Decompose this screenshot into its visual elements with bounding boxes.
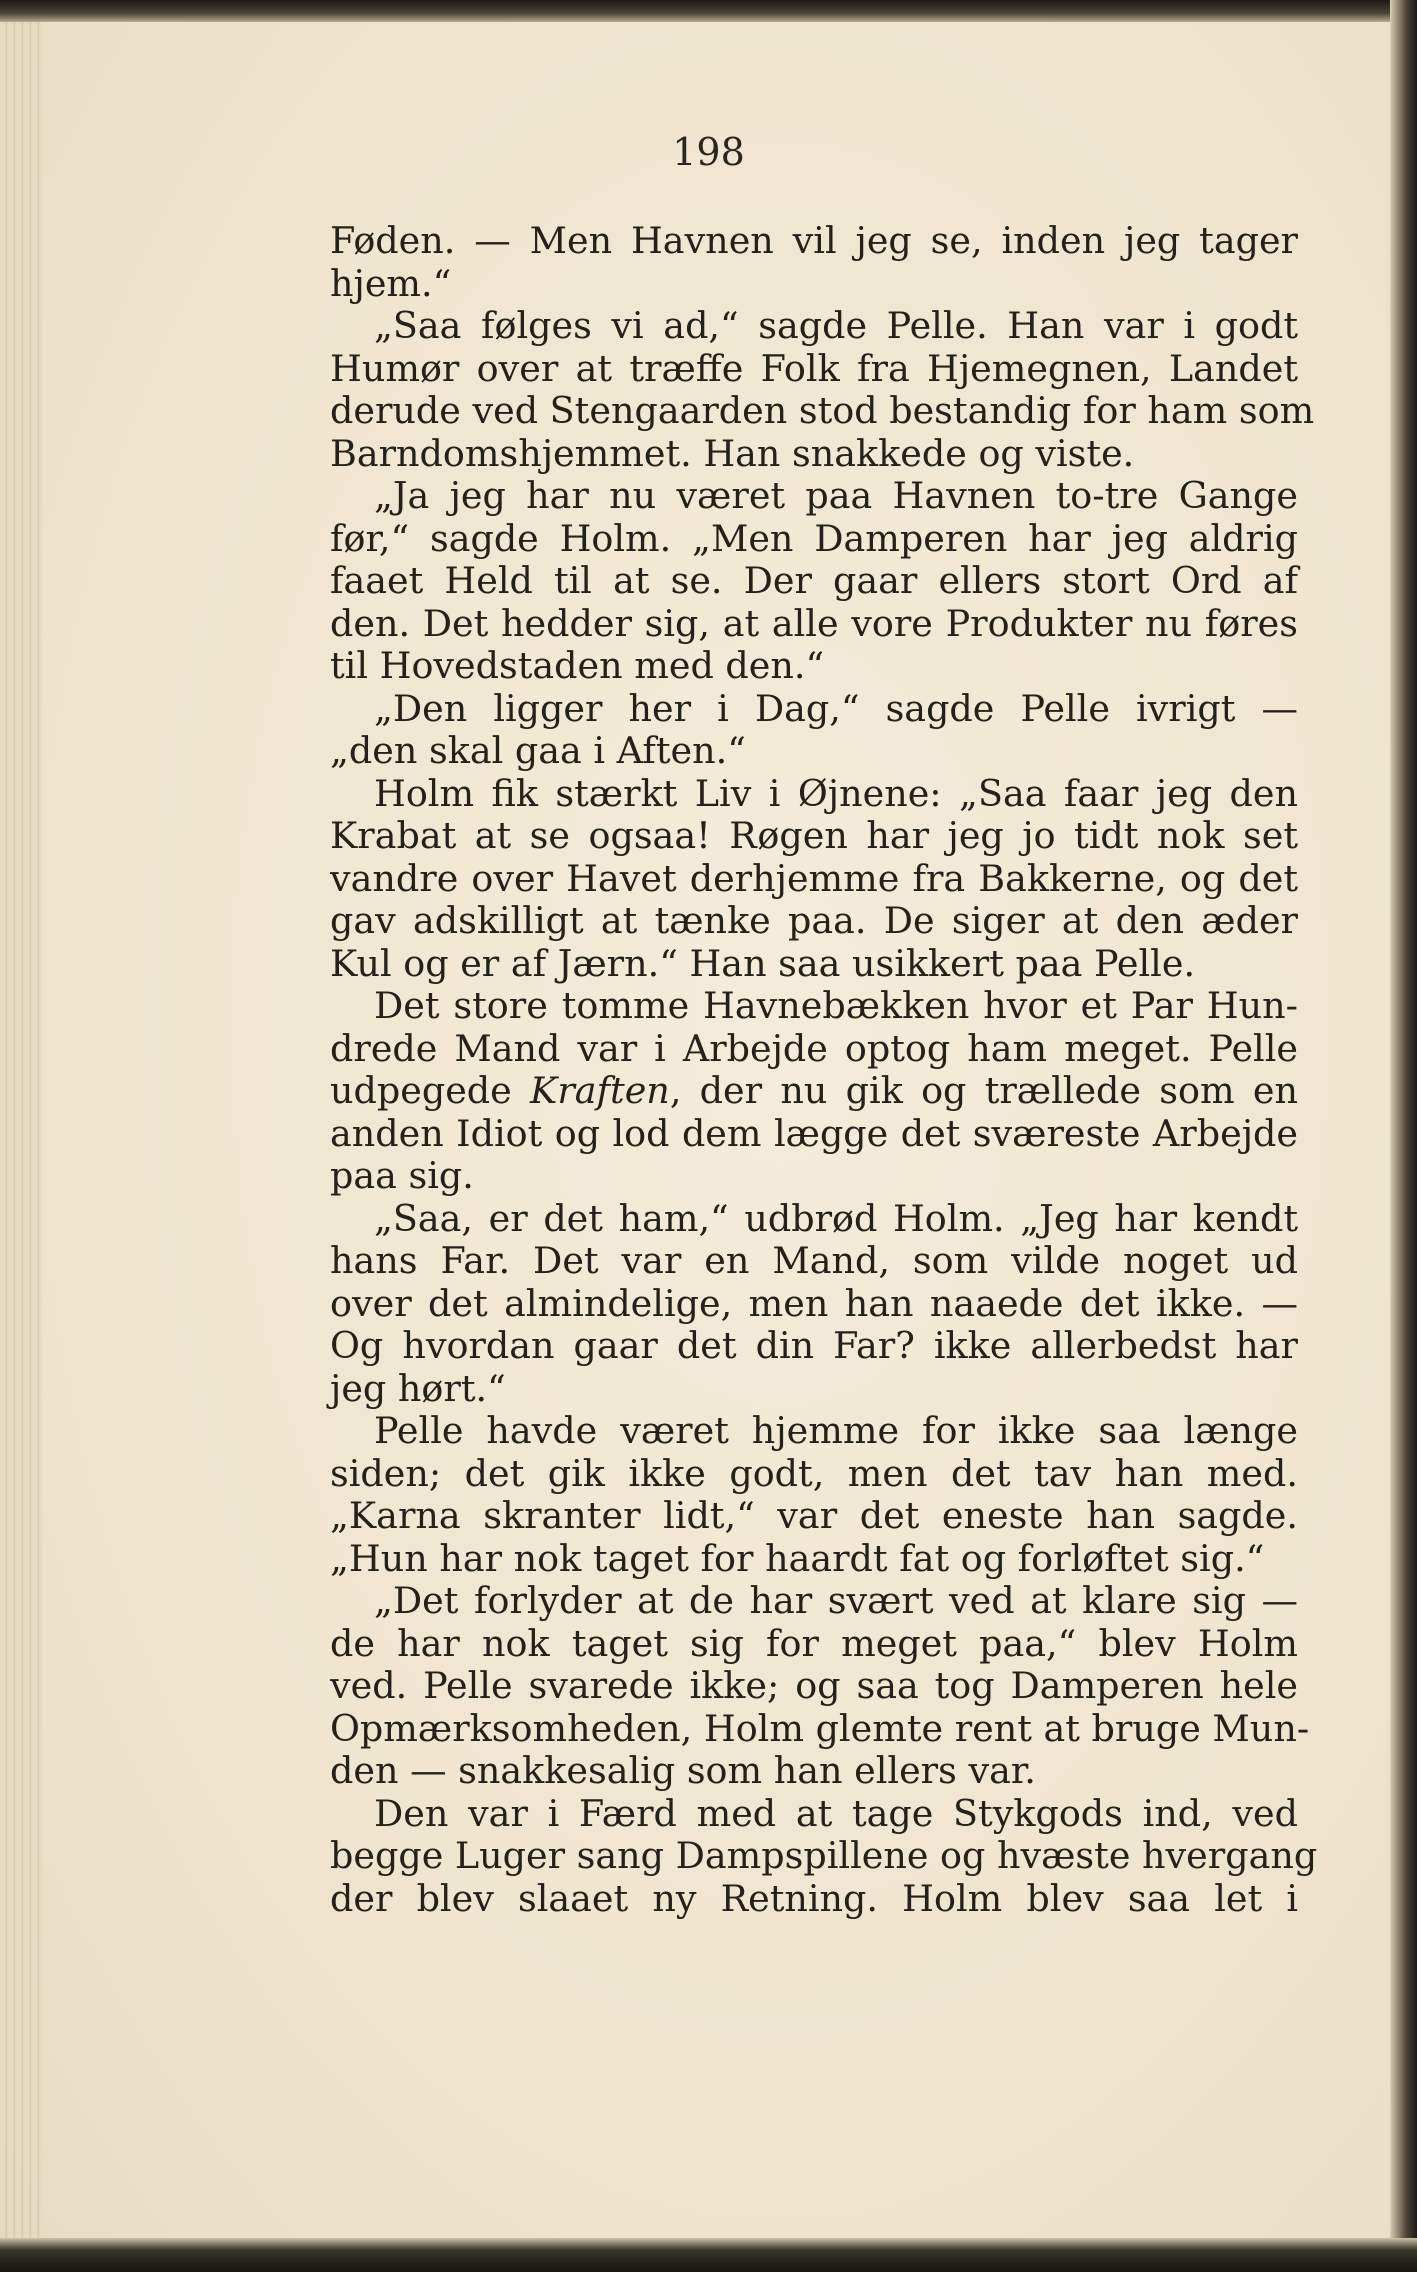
text-line: der blev slaaet ny Retning. Holm blev saa let i bbox=[330, 1876, 1298, 1920]
text-line: ved. Pelle svarede ikke; og saa tog Damperen hele bbox=[330, 1664, 1298, 1707]
text-segment: , der nu gik og trællede som en bbox=[669, 1069, 1298, 1112]
text-line: begge Luger sang Dampspillene og hvæste hvergang bbox=[330, 1834, 1318, 1877]
body-text bbox=[330, 219, 1318, 1920]
right-edge-shadow bbox=[1390, 0, 1417, 2272]
text-line: „den skal gaa i Aften.“ bbox=[330, 729, 746, 772]
emphasis-word: Kraften bbox=[530, 1069, 670, 1112]
text-line: „Det forlyder at de har svært ved at klare sig — bbox=[374, 1579, 1298, 1622]
text-line: „Ja jeg har nu været paa Havnen to-tre Gange bbox=[374, 474, 1298, 517]
text-segment: udpegede bbox=[330, 1069, 531, 1112]
text-line: „Hun har nok taget for haardt fat og forløftet sig.“ bbox=[330, 1536, 1265, 1580]
text-line: Krabat at se ogsaa! Røgen har jeg jo tidt nok set bbox=[330, 814, 1298, 857]
text-line: de har nok taget sig for meget paa,“ blev Holm bbox=[330, 1621, 1298, 1665]
text-line: siden; det gik ikke godt, men det tav han med. bbox=[330, 1451, 1298, 1495]
text-line: Og hvordan gaar det din Far? ikke allerbedst har bbox=[330, 1324, 1298, 1367]
text-line: den. Det hedder sig, at alle vore Produkter nu føres bbox=[330, 601, 1298, 645]
text-line: den — snakkesalig som han ellers var. bbox=[330, 1749, 1036, 1792]
text-line: til Hovedstaden med den.“ bbox=[330, 644, 825, 687]
text-line: drede Mand var i Arbejde optog ham meget. Pelle bbox=[330, 1026, 1298, 1070]
text-line: faaet Held til at se. Der gaar ellers stort Ord af bbox=[330, 559, 1298, 602]
text-line: „Saa, er det ham,“ udbrød Holm. „Jeg har kendt bbox=[374, 1196, 1298, 1240]
text-line: Barndomshjemmet. Han snakkede og viste. bbox=[330, 431, 1135, 475]
text-line: gav adskilligt at tænke paa. De siger at den æder bbox=[330, 899, 1298, 942]
text-line: paa sig. bbox=[330, 1154, 474, 1197]
text-line: Pelle havde været hjemme for ikke saa længe bbox=[374, 1409, 1298, 1452]
text-line: vandre over Havet derhjemme fra Bakkerne, og det bbox=[330, 856, 1298, 900]
page-number: 198 bbox=[672, 130, 745, 174]
text-line: derude ved Stengaarden stod bestandig for ham som bbox=[330, 389, 1315, 432]
text-line: Holm fik stærkt Liv i Øjnene: „Saa faar jeg den bbox=[374, 771, 1298, 815]
text-line: Føden. — Men Havnen vil jeg se, inden jeg tager bbox=[330, 219, 1298, 262]
text-line: hjem.“ bbox=[330, 261, 452, 305]
page-gutter bbox=[0, 0, 42, 2272]
text-line: Kul og er af Jærn.“ Han saa usikkert paa Pelle. bbox=[330, 941, 1196, 985]
text-line-mixed bbox=[330, 1070, 1298, 1113]
text-line: „Den ligger her i Dag,“ sagde Pelle ivrigt — bbox=[374, 686, 1298, 730]
text-line: Humør over at træffe Folk fra Hjemegnen, Landet bbox=[330, 346, 1298, 390]
text-line: før,“ sagde Holm. „Men Damperen har jeg aldrig bbox=[330, 516, 1298, 560]
text-line: „Karna skranter lidt,“ var det eneste han sagde. bbox=[330, 1494, 1298, 1537]
top-edge-shadow bbox=[0, 0, 1417, 22]
text-line: „Saa følges vi ad,“ sagde Pelle. Han var i godt bbox=[374, 304, 1298, 347]
text-line: jeg hørt.“ bbox=[330, 1366, 506, 1410]
text-line: anden Idiot og lod dem lægge det sværeste Arbejde bbox=[330, 1111, 1298, 1155]
bottom-edge-shadow bbox=[0, 2238, 1417, 2272]
text-line: over det almindelige, men han naaede det ikke. — bbox=[330, 1281, 1298, 1325]
text-line: Opmærksomheden, Holm glemte rent at bruge Mun- bbox=[330, 1706, 1310, 1750]
text-line: hans Far. Det var en Mand, som vilde noget ud bbox=[330, 1239, 1298, 1282]
text-line: Det store tomme Havnebækken hvor et Par Hun- bbox=[374, 984, 1298, 1027]
text-line: Den var i Færd med at tage Stykgods ind, ved bbox=[374, 1791, 1298, 1835]
